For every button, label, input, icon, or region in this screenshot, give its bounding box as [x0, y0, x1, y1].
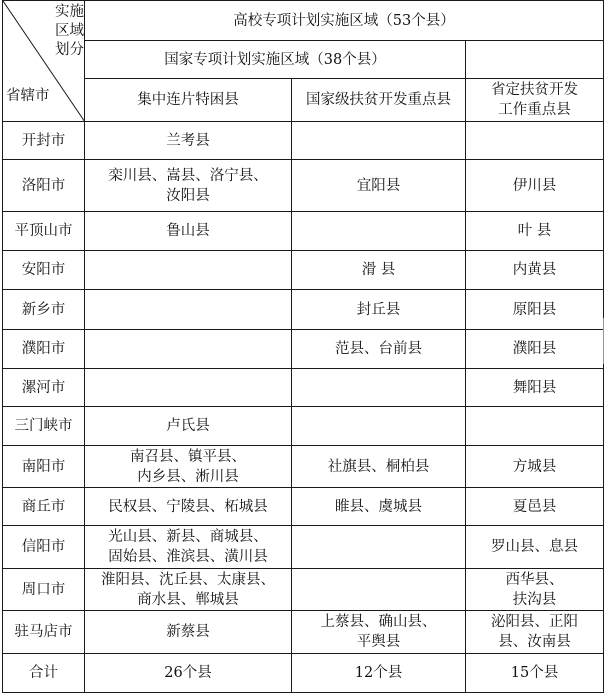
- city-cell: 商丘市: [3, 488, 85, 526]
- table-row: [3, 446, 604, 488]
- column-header-national-key: 国家级扶贫开发重点县: [292, 79, 466, 122]
- column-header-contiguous: 集中连片特困县: [85, 79, 292, 122]
- provincial-key-county-cell: 内黄县: [466, 251, 604, 290]
- national-plan-title: 国家专项计划实施区域（38个县）: [85, 41, 466, 79]
- table-row: [3, 251, 604, 290]
- national-key-county-cell: [292, 526, 466, 569]
- contiguous-poverty-county-cell: 南召县、镇平县、 内乡县、淅川县: [85, 446, 292, 488]
- division-label: 实施 区域 划分: [55, 4, 84, 58]
- provincial-key-county-cell: 15个县: [466, 654, 604, 693]
- provincial-key-county-cell: 濮阳县: [466, 330, 604, 369]
- city-cell: 安阳市: [3, 251, 85, 290]
- contiguous-poverty-county-cell: [85, 369, 292, 407]
- city-cell: 濮阳市: [3, 330, 85, 369]
- city-cell: 平顶山市: [3, 212, 85, 251]
- provincial-key-county-cell: 原阳县: [466, 290, 604, 330]
- city-cell: 合计: [3, 654, 85, 693]
- city-cell: 三门峡市: [3, 407, 85, 446]
- table-row: [3, 407, 604, 446]
- contiguous-poverty-county-cell: 民权县、宁陵县、柘城县: [85, 488, 292, 526]
- column-header-provincial-key: 省定扶贫开发 工作重点县: [466, 79, 604, 122]
- contiguous-poverty-county-cell: [85, 290, 292, 330]
- city-cell: 开封市: [3, 122, 85, 160]
- national-key-county-cell: 上蔡县、确山县、 平舆县: [292, 611, 466, 654]
- contiguous-poverty-county-cell: 26个县: [85, 654, 292, 693]
- national-key-county-cell: [292, 369, 466, 407]
- table-row: [3, 160, 604, 212]
- table-row: [3, 212, 604, 251]
- provincial-key-county-cell: 罗山县、息县: [466, 526, 604, 569]
- contiguous-poverty-county-cell: 新蔡县: [85, 611, 292, 654]
- provincial-key-county-cell: [466, 407, 604, 446]
- city-cell: 驻马店市: [3, 611, 85, 654]
- provincial-key-county-cell: [466, 122, 604, 160]
- provincial-key-county-cell: 舞阳县: [466, 369, 604, 407]
- table-row: [3, 290, 604, 330]
- national-key-county-cell: 滑 县: [292, 251, 466, 290]
- city-cell: 信阳市: [3, 526, 85, 569]
- city-cell: 新乡市: [3, 290, 85, 330]
- national-key-county-cell: [292, 212, 466, 251]
- city-header-label: 省辖市: [6, 88, 50, 104]
- table-row: [3, 611, 604, 654]
- national-key-county-cell: 封丘县: [292, 290, 466, 330]
- page-edge-marker: [603, 318, 607, 364]
- header-row-1: [3, 1, 604, 41]
- table-row: [3, 330, 604, 369]
- provincial-key-county-cell: 夏邑县: [466, 488, 604, 526]
- national-key-county-cell: [292, 569, 466, 611]
- national-key-county-cell: 范县、台前县: [292, 330, 466, 369]
- national-key-county-cell: [292, 122, 466, 160]
- table-row: [3, 654, 604, 693]
- contiguous-poverty-county-cell: 鲁山县: [85, 212, 292, 251]
- contiguous-poverty-county-cell: 淮阳县、沈丘县、太康县、 商水县、郸城县: [85, 569, 292, 611]
- empty-header-cell: [466, 41, 604, 79]
- provincial-key-county-cell: 方城县: [466, 446, 604, 488]
- national-key-county-cell: 12个县: [292, 654, 466, 693]
- diagonal-header-cell: [3, 1, 85, 122]
- provincial-key-county-cell: 叶 县: [466, 212, 604, 251]
- contiguous-poverty-county-cell: [85, 330, 292, 369]
- national-key-county-cell: 睢县、虞城县: [292, 488, 466, 526]
- provincial-key-county-cell: 泌阳县、正阳 县、汝南县: [466, 611, 604, 654]
- header-row-2: [3, 41, 604, 79]
- national-key-county-cell: [292, 407, 466, 446]
- university-plan-title: 高校专项计划实施区域（53个县）: [85, 1, 604, 41]
- table-row: [3, 569, 604, 611]
- contiguous-poverty-county-cell: 兰考县: [85, 122, 292, 160]
- contiguous-poverty-county-cell: 卢氏县: [85, 407, 292, 446]
- table-row: [3, 526, 604, 569]
- table-row: [3, 122, 604, 160]
- contiguous-poverty-county-cell: 光山县、新县、商城县、 固始县、淮滨县、潢川县: [85, 526, 292, 569]
- city-cell: 洛阳市: [3, 160, 85, 212]
- city-cell: 南阳市: [3, 446, 85, 488]
- contiguous-poverty-county-cell: [85, 251, 292, 290]
- table-row: [3, 369, 604, 407]
- implementation-region-table: [2, 0, 604, 693]
- national-key-county-cell: 宜阳县: [292, 160, 466, 212]
- provincial-key-county-cell: 伊川县: [466, 160, 604, 212]
- city-cell: 漯河市: [3, 369, 85, 407]
- contiguous-poverty-county-cell: 栾川县、嵩县、洛宁县、 汝阳县: [85, 160, 292, 212]
- header-row-3: [3, 79, 604, 122]
- city-cell: 周口市: [3, 569, 85, 611]
- national-key-county-cell: 社旗县、桐柏县: [292, 446, 466, 488]
- table-row: [3, 488, 604, 526]
- provincial-key-county-cell: 西华县、 扶沟县: [466, 569, 604, 611]
